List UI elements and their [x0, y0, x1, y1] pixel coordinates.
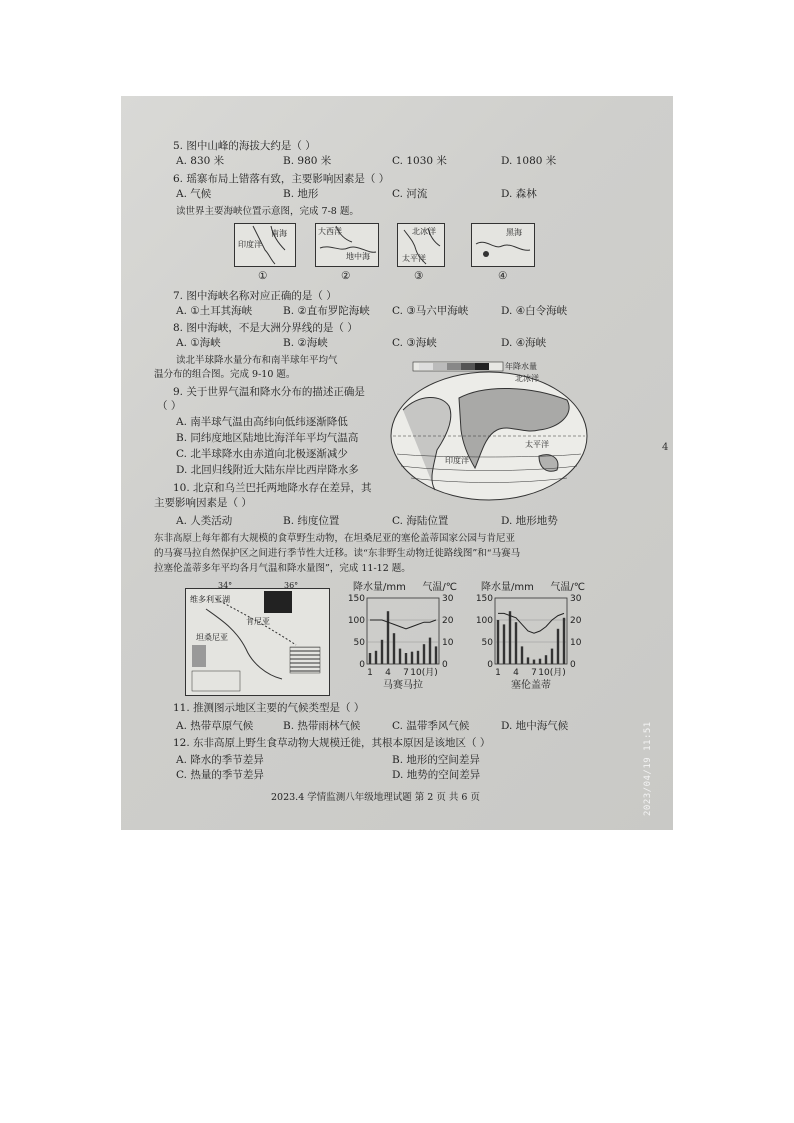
q12-option-c: C. 热量的季节差异 [176, 769, 264, 781]
chart2-rain-bar [497, 620, 499, 664]
chart1-rain-bar [387, 611, 389, 664]
migmap-tanzania-label: 坦桑尼亚 [196, 633, 228, 642]
chart2-y2tick: 20 [570, 616, 582, 626]
world-map-indian-label: 印度洋 [445, 456, 469, 465]
chart1-y2tick: 20 [442, 616, 454, 626]
q12-option-d: D. 地势的空间差异 [392, 769, 481, 781]
chart1-xtick: 4 [385, 668, 391, 678]
chart1-temp-line [370, 620, 436, 629]
climate-charts [347, 580, 613, 704]
strait-label-1: ① [258, 270, 268, 282]
strait-label-3: ③ [414, 270, 424, 282]
question-8: 8. 图中海峡，不是大洲分界线的是（ ） [173, 322, 358, 334]
world-map-legend-label: 年降水量 [505, 362, 537, 371]
chart1-rain-bar [369, 653, 371, 664]
chart2-rain-bar [563, 618, 565, 664]
chart2-y2tick: 10 [570, 638, 582, 648]
strait-map-4 [471, 223, 535, 267]
chart1-xtick: 7 [403, 668, 409, 678]
chart1-y2tick: 10 [442, 638, 454, 648]
world-map-arctic-label: 北冰洋 [515, 374, 539, 383]
chart2-xtick: 7 [531, 668, 537, 678]
chart2-ytick: 150 [475, 594, 493, 604]
chart2-y2label: 气温/℃ [550, 582, 585, 593]
chart2-rain-bar [515, 622, 517, 664]
chart2-xtick: 4 [513, 668, 519, 678]
scanned-page-photo [121, 96, 673, 830]
chart2-ytick: 0 [487, 660, 493, 670]
chart2-ylabel: 降水量/mm [481, 582, 534, 593]
chart2-y2tick: 0 [570, 660, 576, 670]
q12-option-a: A. 降水的季节差异 [176, 754, 264, 766]
map3-label-ocean-s: 太平洋 [402, 254, 426, 263]
chart2-temp-line [498, 613, 564, 633]
q11-option-b: B. 热带雨林气候 [283, 720, 361, 732]
intro-9-10-line1: 读北半球降水量分布和南半球年平均气 [176, 355, 338, 366]
chart1-rain-bar [435, 646, 437, 664]
q11-option-a: A. 热带草原气候 [176, 720, 254, 732]
photo-timestamp: 2023/04/19 11:51 [643, 721, 653, 816]
question-5: 5. 图中山峰的海拔大约是（ ） [173, 140, 316, 152]
chart1-rain-bar [393, 633, 395, 664]
q5-option-c: C. 1030 米 [392, 155, 447, 167]
q7-option-d: D. ④白令海峡 [501, 305, 568, 317]
question-10-line2: 主要影响因素是（ ） [154, 497, 252, 509]
q8-option-a: A. ①海峡 [176, 337, 221, 349]
chart1-y2label: 气温/℃ [422, 582, 457, 593]
chart1-xtick: 10(月) [410, 668, 438, 678]
chart1-ytick: 50 [353, 638, 365, 648]
chart2-ytick: 50 [481, 638, 493, 648]
strait-map-3 [397, 223, 445, 267]
map1-label-ocean: 印度洋 [238, 240, 262, 249]
question-11: 11. 推测图示地区主要的气候类型是（ ） [173, 702, 365, 714]
page-footer: 2023.4 学情监测八年级地理试题 第 2 页 共 6 页 [271, 792, 480, 803]
chart1-y2tick: 30 [442, 594, 454, 604]
q8-option-c: C. ③海峡 [392, 337, 437, 349]
chart1-title: 马赛马拉 [383, 680, 423, 691]
intro-11-12-line1: 东非高原上每年都有大规模的食草野生动物，在坦桑尼亚的塞伦盖蒂国家公园与肯尼亚 [154, 533, 516, 544]
chart1-rain-bar [399, 649, 401, 664]
map2-label-ocean: 大西洋 [318, 227, 342, 236]
chart1-rain-bar [405, 653, 407, 664]
q10-option-a: A. 人类活动 [176, 515, 233, 527]
chart2-ytick: 100 [475, 616, 493, 626]
strait-map-1 [234, 223, 296, 267]
map2-label-sea: 地中海 [346, 252, 370, 261]
chart1-ylabel: 降水量/mm [353, 582, 406, 593]
q6-option-b: B. 地形 [283, 188, 319, 200]
chart1-xtick: 1 [367, 668, 373, 678]
chart1-rain-bar [411, 652, 413, 664]
q6-option-c: C. 河流 [392, 188, 428, 200]
question-7: 7. 图中海峡名称对应正确的是（ ） [173, 290, 337, 302]
q9-option-c: C. 北半球降水由赤道向北极逐渐减少 [176, 448, 348, 460]
chart1-rain-bar [375, 651, 377, 664]
strait-label-2: ② [341, 270, 351, 282]
q10-option-d: D. 地形地势 [501, 515, 558, 527]
chart2-xtick: 10(月) [538, 668, 566, 678]
chart1-frame [367, 598, 439, 664]
chart2-rain-bar [551, 649, 553, 664]
q8-option-d: D. ④海峡 [501, 337, 547, 349]
chart2-rain-bar [539, 659, 541, 664]
q5-option-d: D. 1080 米 [501, 155, 557, 167]
q9-option-a: A. 南半球气温由高纬向低纬逐渐降低 [176, 416, 348, 428]
chart2-title: 塞伦盖蒂 [511, 680, 551, 691]
edge-page-number: 4 [662, 442, 669, 453]
q10-option-c: C. 海陆位置 [392, 515, 449, 527]
chart1-rain-bar [429, 638, 431, 664]
map4-label-sea: 黑海 [506, 228, 522, 237]
q5-option-a: A. 830 米 [176, 155, 225, 167]
intro-9-10-line2: 温分布的组合图。完成 9-10 题。 [154, 369, 296, 380]
map1-label-sea: 南海 [271, 229, 287, 238]
intro-7-8: 读世界主要海峡位置示意图，完成 7-8 题。 [176, 206, 359, 217]
q5-option-b: B. 980 米 [283, 155, 332, 167]
chart2-frame [495, 598, 567, 664]
q11-option-d: D. 地中海气候 [501, 720, 569, 732]
chart1-y2tick: 0 [442, 660, 448, 670]
migmap-lon-34: 34° [218, 581, 233, 590]
chart1-rain-bar [381, 640, 383, 664]
q8-option-b: B. ②海峡 [283, 337, 328, 349]
chart2-rain-bar [503, 624, 505, 664]
q11-option-c: C. 温带季风气候 [392, 720, 470, 732]
chart1-rain-bar [423, 644, 425, 664]
migmap-lake-label: 维多利亚湖 [190, 595, 230, 604]
migration-route-map [185, 588, 330, 696]
q7-option-c: C. ③马六甲海峡 [392, 305, 469, 317]
world-map-pacific-label: 太平洋 [525, 440, 549, 449]
q6-option-d: D. 森林 [501, 188, 537, 200]
chart1-ytick: 100 [347, 616, 365, 626]
question-12: 12. 东非高原上野生食草动物大规模迁徙，其根本原因是该地区（ ） [173, 737, 491, 749]
question-9-paren: （ ） [157, 400, 182, 412]
chart1-rain-bar [417, 651, 419, 664]
q9-option-d: D. 北回归线附近大陆东岸比西岸降水多 [176, 464, 359, 476]
q12-option-b: B. 地形的空间差异 [392, 754, 480, 766]
intro-11-12-line2: 的马赛马拉自然保护区之间进行季节性大迁移。读“东非野生动物迁徙路线图”和“马赛马 [154, 548, 521, 559]
chart2-rain-bar [545, 655, 547, 664]
world-climate-map [389, 358, 589, 504]
migmap-lon-36: 36° [284, 581, 299, 590]
chart2-rain-bar [527, 657, 529, 664]
chart1-ytick: 150 [347, 594, 365, 604]
migmap-kenya-label: 肯尼亚 [246, 617, 270, 626]
chart1-ytick: 0 [359, 660, 365, 670]
chart2-y2tick: 30 [570, 594, 582, 604]
chart2-rain-bar [557, 629, 559, 664]
question-10-line1: 10. 北京和乌兰巴托两地降水存在差异，其 [173, 482, 372, 494]
strait-map-2 [315, 223, 379, 267]
q7-option-a: A. ①土耳其海峡 [176, 305, 253, 317]
q7-option-b: B. ②直布罗陀海峡 [283, 305, 370, 317]
intro-11-12-line3: 拉塞伦盖蒂多年平均各月气温和降水量图”，完成 11-12 题。 [154, 563, 411, 574]
q6-option-a: A. 气候 [176, 188, 212, 200]
chart2-xtick: 1 [495, 668, 501, 678]
q9-option-b: B. 同纬度地区陆地比海洋年平均气温高 [176, 432, 359, 444]
q10-option-b: B. 纬度位置 [283, 515, 340, 527]
question-9: 9. 关于世界气温和降水分布的描述正确是 [173, 386, 365, 398]
strait-label-4: ④ [498, 270, 508, 282]
chart2-rain-bar [533, 660, 535, 664]
chart2-rain-bar [509, 611, 511, 664]
question-6: 6. 瑶寨布局上错落有致，主要影响因素是（ ） [173, 173, 390, 185]
chart2-rain-bar [521, 646, 523, 664]
map3-label-ocean-n: 北冰洋 [412, 227, 436, 236]
